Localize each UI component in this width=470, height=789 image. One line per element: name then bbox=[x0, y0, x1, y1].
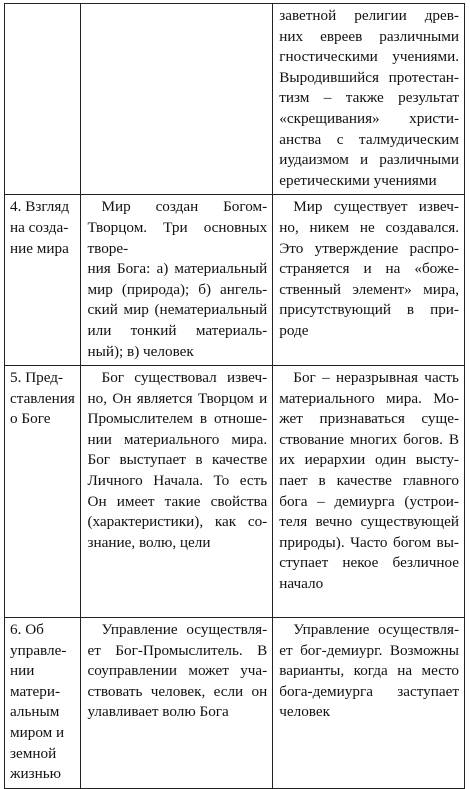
table-body bbox=[5, 4, 465, 789]
cell-line: тизм – также результат bbox=[279, 89, 459, 107]
cell-line: гностическими учениями. bbox=[279, 48, 459, 66]
cell-line: страняется и на «боже- bbox=[279, 260, 459, 278]
cell-line: но, никем не создавался. bbox=[279, 218, 459, 236]
cell-line: материального мира. Мо- bbox=[279, 389, 459, 407]
cell-line: альным bbox=[10, 703, 60, 721]
comparison-table bbox=[4, 3, 465, 789]
table-row bbox=[5, 618, 465, 789]
cell-line: улавливает волю Бога bbox=[87, 703, 229, 721]
cell-line: на созда- bbox=[10, 218, 69, 236]
cell-line: нии материального мира. bbox=[87, 430, 268, 448]
cell-line: пает в качестве главного bbox=[279, 472, 459, 490]
cell-line: ствовать человек, если он bbox=[87, 682, 268, 700]
cell-line: но, Он является Творцом и bbox=[87, 389, 268, 407]
cell-line: бога – демиурга (устрои- bbox=[279, 492, 459, 510]
cell-line: нии bbox=[10, 662, 35, 680]
cell-line: Мир создан Богом-Творцом. Три основных творе- bbox=[87, 198, 268, 257]
cell-line: их иерархии один высту- bbox=[279, 451, 459, 469]
cell-line: них евреев различными bbox=[279, 27, 459, 45]
christian-view-cell bbox=[81, 195, 273, 366]
cell-line: Он имеет такие свойства bbox=[87, 492, 268, 510]
cell-line: присутствующий в при- bbox=[279, 301, 459, 319]
cell-line: (характеристики), как со- bbox=[87, 513, 268, 531]
cell-line: миром и bbox=[10, 724, 65, 742]
cell-line: или тонкий материаль- bbox=[87, 321, 268, 339]
cell-line: ставления bbox=[10, 389, 75, 407]
cell-line: ственный элемент» мира, bbox=[279, 280, 459, 298]
cell-line: ный); в) человек bbox=[87, 342, 194, 360]
cell-line: анства с талмудическим bbox=[279, 130, 459, 148]
cell-line: земной bbox=[10, 744, 57, 762]
cell-line: иудаизмом и различными bbox=[279, 151, 459, 169]
cell-line: о Боге bbox=[10, 410, 51, 428]
table-row bbox=[5, 366, 465, 618]
cell-line: Бог существовал извеч- bbox=[101, 369, 268, 387]
cell-line: знание, волю, цели bbox=[87, 533, 211, 551]
christian-view-cell bbox=[81, 366, 273, 618]
cell-line: Промыслителем в отноше- bbox=[87, 410, 268, 428]
cell-line: Управление осуществля- bbox=[101, 621, 268, 639]
cell-line: теля вечно существующей bbox=[279, 513, 459, 531]
criterion-cell bbox=[5, 195, 81, 366]
cell-line: Мир существует извеч- bbox=[293, 198, 459, 216]
cell-line: мир (природа); б) ангель- bbox=[87, 280, 268, 298]
cell-line: природы). Часто богом вы- bbox=[279, 533, 459, 551]
cell-line: варианты, когда на место bbox=[279, 662, 459, 680]
christian-view-cell bbox=[81, 4, 273, 195]
cell-line: бога-демиурга заступает bbox=[279, 682, 459, 700]
cell-line: ет Бог-Промыслитель. В bbox=[87, 641, 268, 659]
cell-line: Управление осуществля- bbox=[293, 621, 459, 639]
cell-line: Бог выступает в качестве bbox=[87, 451, 268, 469]
cell-line: Бог – неразрывная часть bbox=[293, 369, 459, 387]
cell-line: начало bbox=[279, 575, 324, 593]
cell-line: заветной религии древ- bbox=[279, 7, 459, 24]
cell-line: ский мир (нематериальный bbox=[87, 301, 268, 319]
cell-line: 6. Об bbox=[10, 621, 44, 639]
cell-line: матери- bbox=[10, 682, 61, 700]
cell-line: управле- bbox=[10, 641, 67, 659]
cell-line: «скрещивания» христи- bbox=[279, 109, 459, 127]
cell-line: ния Бога: а) материальный bbox=[87, 260, 268, 278]
cell-line: ние мира bbox=[10, 239, 69, 257]
cell-line: 5. Пред- bbox=[10, 369, 64, 387]
opposing-view-cell bbox=[273, 4, 465, 195]
cell-line: ступает некое безличное bbox=[279, 554, 459, 572]
cell-line: жизнью bbox=[10, 765, 62, 783]
cell-line: человек bbox=[279, 703, 330, 721]
cell-line: ствование многих богов. В bbox=[279, 430, 459, 448]
criterion-cell bbox=[5, 366, 81, 618]
cell-line: еретическими учениями bbox=[279, 171, 437, 189]
opposing-view-cell bbox=[273, 618, 465, 789]
cell-line: Это утверждение распро- bbox=[279, 239, 459, 257]
cell-line: роде bbox=[279, 321, 309, 339]
criterion-cell bbox=[5, 618, 81, 789]
cell-line: Выродившийся протестан- bbox=[279, 68, 459, 86]
cell-line: Личного Начала. То есть bbox=[87, 472, 268, 490]
table-row bbox=[5, 4, 465, 195]
cell-line: ет бог-демиург. Возможны bbox=[279, 641, 459, 659]
cell-line: соуправлении может уча- bbox=[87, 662, 268, 680]
opposing-view-cell bbox=[273, 366, 465, 618]
christian-view-cell bbox=[81, 618, 273, 789]
opposing-view-cell bbox=[273, 195, 465, 366]
cell-line: жет признаваться суще- bbox=[279, 410, 459, 428]
criterion-cell bbox=[5, 4, 81, 195]
table-row bbox=[5, 195, 465, 366]
cell-line: 4. Взгляд bbox=[10, 198, 70, 216]
